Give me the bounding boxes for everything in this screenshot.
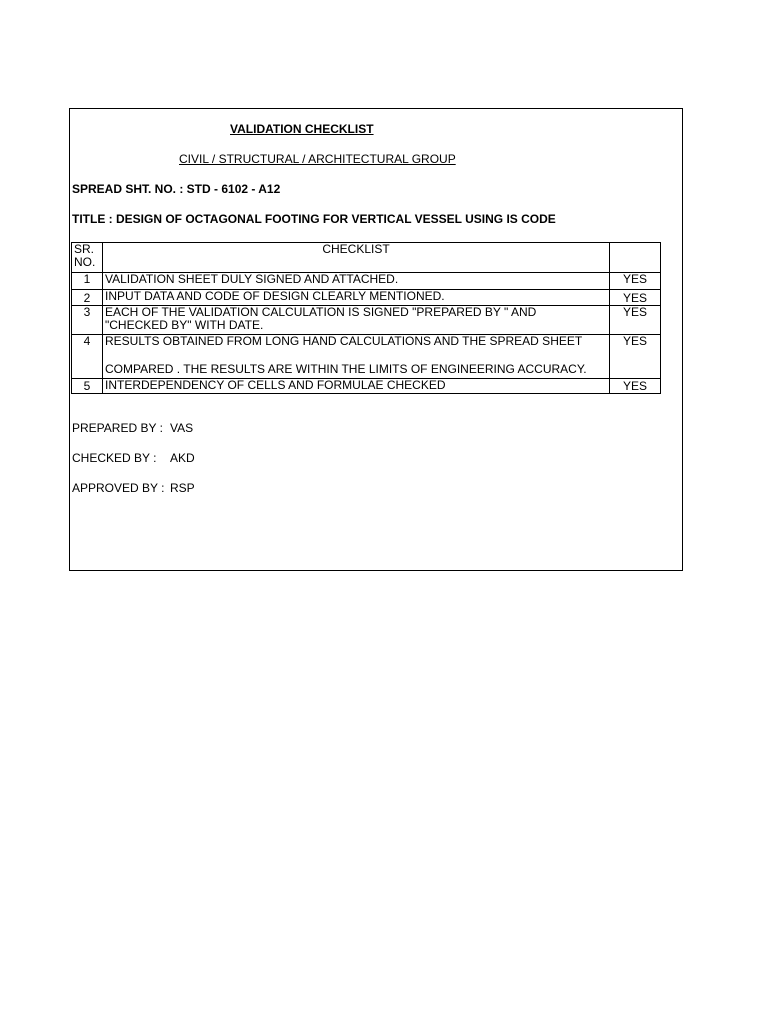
checklist-item-line: "CHECKED BY" WITH DATE.	[105, 318, 264, 332]
checked-by-value: AKD	[170, 451, 195, 465]
status-cell: YES	[610, 273, 661, 290]
status-cell: YES	[610, 306, 661, 335]
status-cell: YES	[610, 290, 661, 306]
table-row	[72, 306, 661, 335]
table-row	[72, 273, 661, 290]
table-row	[72, 290, 661, 306]
table-row	[72, 379, 661, 394]
approved-by-label: APPROVED BY :	[72, 481, 165, 495]
sr-no-header	[72, 243, 103, 273]
checked-by-label: CHECKED BY :	[72, 451, 157, 465]
table-row	[72, 335, 661, 379]
status-cell: YES	[610, 379, 661, 394]
checklist-item-cell: VALIDATION SHEET DULY SIGNED AND ATTACHED.	[103, 273, 610, 290]
checklist-item-cell	[103, 306, 610, 335]
checklist-table	[71, 242, 661, 394]
sr-no-cell: 1	[72, 273, 103, 290]
document-title: TITLE : DESIGN OF OCTAGONAL FOOTING FOR VERTICAL VESSEL USING IS CODE	[72, 212, 556, 226]
sr-no-header-line2: NO.	[74, 255, 96, 269]
line-gap	[105, 348, 607, 363]
checklist-item-line: RESULTS OBTAINED FROM LONG HAND CALCULATIONS AND THE SPREAD SHEET	[105, 334, 583, 348]
checked-by-line	[72, 451, 195, 465]
checklist-item-line: COMPARED . THE RESULTS ARE WITHIN THE LIMITS OF ENGINEERING ACCURACY.	[105, 362, 587, 376]
validation-sheet	[69, 108, 683, 571]
checklist-item-line: EACH OF THE VALIDATION CALCULATION IS SIGNED "PREPARED BY " AND	[105, 305, 537, 319]
checklist-header: CHECKLIST	[103, 243, 610, 273]
sr-no-cell: 3	[72, 306, 103, 335]
prepared-by-value: VAS	[170, 421, 194, 435]
group-name: CIVIL / STRUCTURAL / ARCHITECTURAL GROUP	[179, 152, 456, 166]
checklist-item-cell	[103, 335, 610, 379]
spread-sheet-number: SPREAD SHT. NO. : STD - 6102 - A12	[72, 182, 281, 196]
table-header-row	[72, 243, 661, 273]
sr-no-header-line1: SR.	[74, 242, 95, 256]
sr-no-cell: 4	[72, 335, 103, 379]
checklist-item-cell: INTERDEPENDENCY OF CELLS AND FORMULAE CHECKED	[103, 379, 610, 394]
document-heading: VALIDATION CHECKLIST	[230, 122, 374, 136]
approved-by-value: RSP	[170, 481, 195, 495]
approved-by-line	[72, 481, 195, 495]
checklist-item-cell: INPUT DATA AND CODE OF DESIGN CLEARLY MENTIONED.	[103, 290, 610, 306]
prepared-by-line	[72, 421, 193, 435]
prepared-by-label: PREPARED BY :	[72, 421, 163, 435]
sr-no-cell: 2	[72, 290, 103, 306]
status-cell: YES	[610, 335, 661, 379]
status-header	[610, 243, 661, 273]
sr-no-cell: 5	[72, 379, 103, 394]
